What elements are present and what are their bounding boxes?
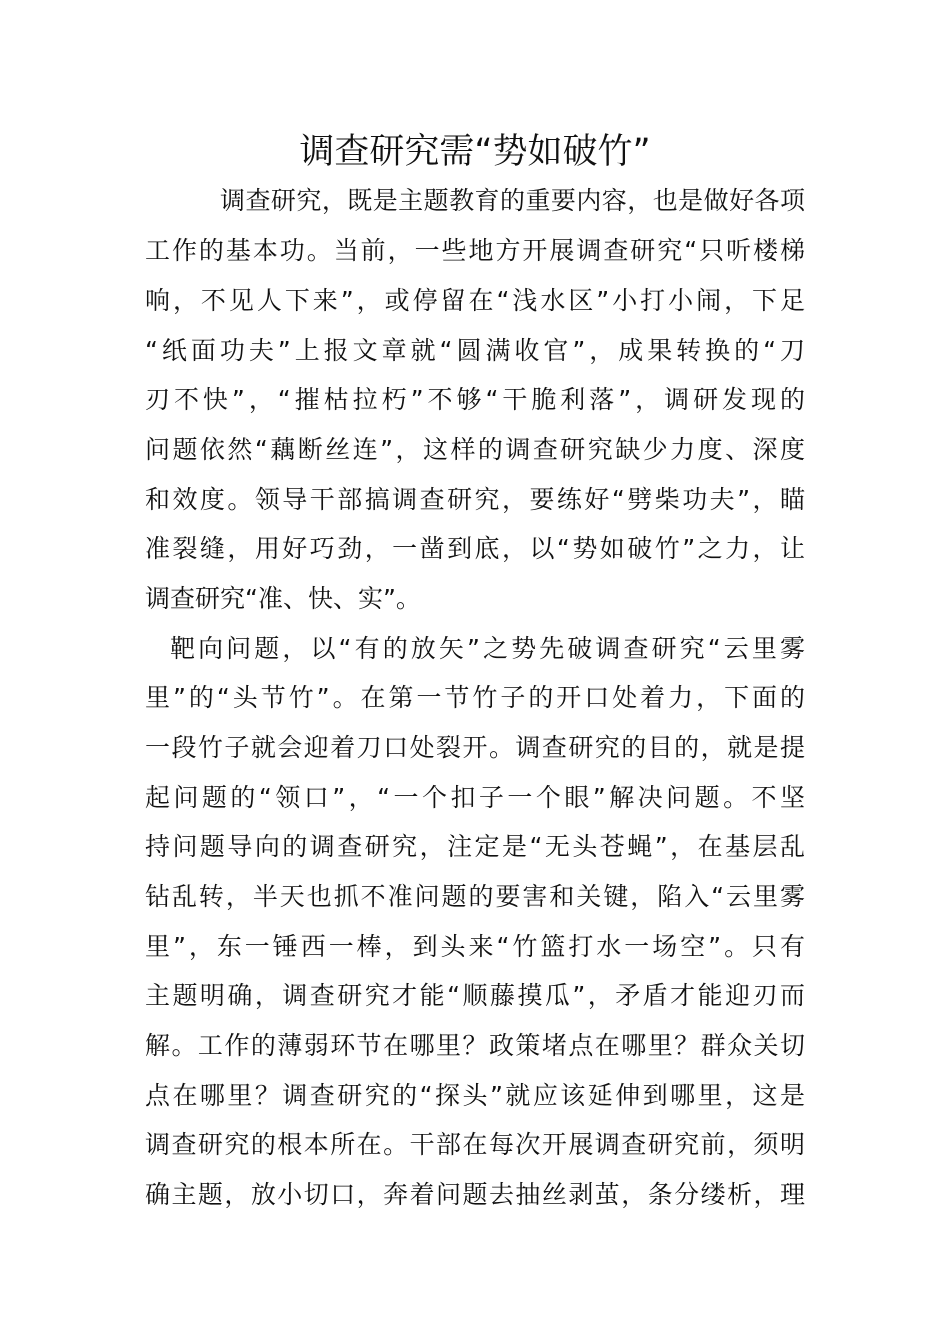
- paragraph-line: 里”，东一锤西一棒，到头来“竹篮打水一场空”。只有: [145, 932, 805, 961]
- paragraph-line: 和效度。领导干部搞调查研究，要练好“劈柴功夫”，瞄: [145, 485, 805, 514]
- paragraph-line: 钻乱转，半天也抓不准问题的要害和关键，陷入“云里雾: [145, 882, 805, 911]
- paragraph-line: 工作的基本功。当前，一些地方开展调查研究“只听楼梯: [145, 236, 805, 265]
- paragraph-line: 刃不快”，“摧枯拉朽”不够“干脆利落”，调研发现的: [145, 385, 805, 414]
- paragraph-line: 响，不见人下来”，或停留在“浅水区”小打小闹，下足: [145, 286, 805, 315]
- paragraph-line: 准裂缝，用好巧劲，一凿到底，以“势如破竹”之力，让: [145, 534, 805, 563]
- paragraph-line: “纸面功夫”上报文章就“圆满收官”，成果转换的“刀: [145, 336, 805, 365]
- document-title: 调查研究需“势如破竹”: [299, 132, 651, 172]
- paragraph-line: 主题明确，调查研究才能“顺藤摸瓜”，矛盾才能迎刃而: [145, 981, 805, 1010]
- paragraph-line: 调查研究，既是主题教育的重要内容，也是做好各项: [220, 186, 805, 215]
- paragraph-line: 一段竹子就会迎着刀口处裂开。调查研究的目的，就是提: [145, 733, 805, 762]
- paragraph-line: 靶向问题，以“有的放矢”之势先破调查研究“云里雾: [170, 634, 805, 663]
- paragraph-line: 调查研究的根本所在。干部在每次开展调查研究前，须明: [145, 1130, 805, 1159]
- paragraph-line: 起问题的“领口”，“一个扣子一个眼”解决问题。不坚: [145, 783, 805, 812]
- paragraph-line: 点在哪里？调查研究的“探头”就应该延伸到哪里，这是: [145, 1081, 805, 1110]
- paragraph-line: 里”的“头节竹”。在第一节竹子的开口处着力，下面的: [145, 683, 805, 712]
- paragraph-line: 确主题，放小切口，奔着问题去抽丝剥茧，条分缕析，理: [145, 1180, 805, 1209]
- paragraph-line: 调查研究“准、快、实”。: [145, 584, 421, 613]
- paragraph-line: 持问题导向的调查研究，注定是“无头苍蝇”，在基层乱: [145, 832, 805, 861]
- paragraph-line: 问题依然“藕断丝连”，这样的调查研究缺少力度、深度: [145, 435, 805, 464]
- paragraph-line: 解。工作的薄弱环节在哪里？政策堵点在哪里？群众关切: [145, 1031, 805, 1060]
